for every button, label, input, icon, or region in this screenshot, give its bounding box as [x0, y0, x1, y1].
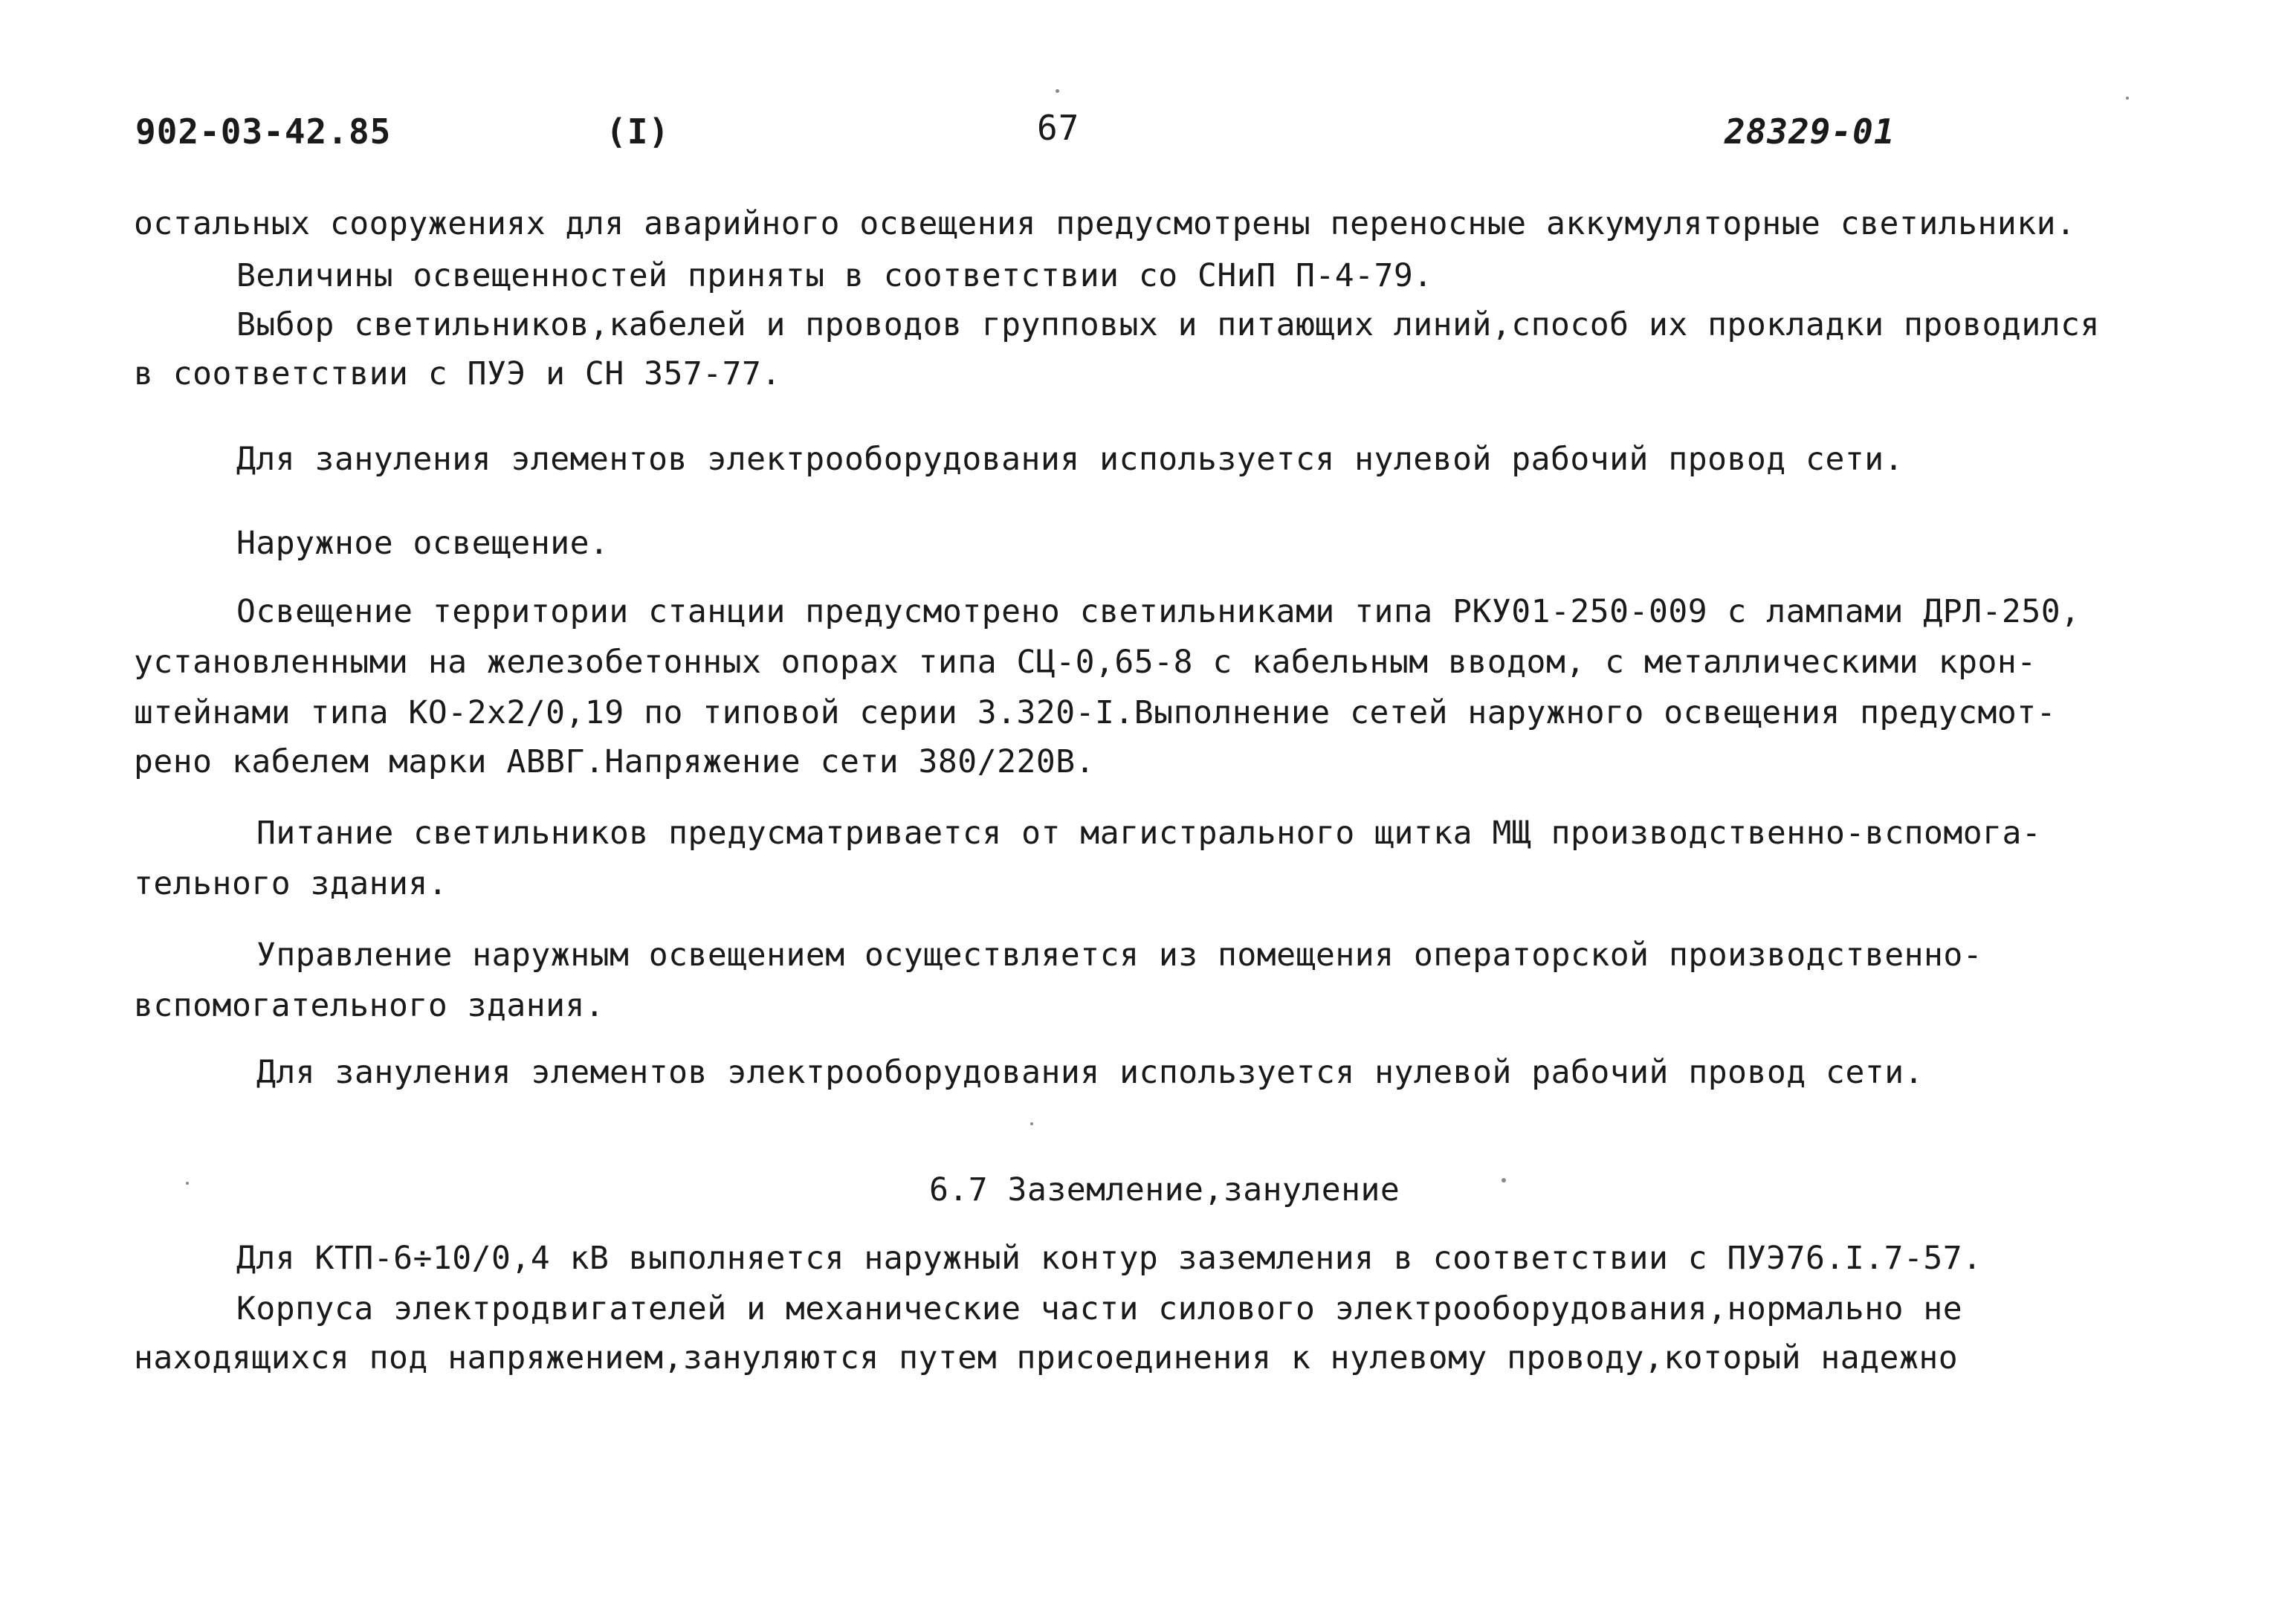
scan-speck	[1030, 1122, 1033, 1125]
text-line: в соответствии с ПУЭ и СН 357-77.	[134, 355, 781, 392]
text-line: Управление наружным освещением осуществляется из помещения операторской производственно-	[256, 936, 1983, 974]
text-line: вспомогательного здания.	[134, 987, 605, 1024]
scan-speck	[186, 1182, 189, 1185]
text-line: Выбор светильников,кабелей и проводов групповых и питающих линий,способ их прокладки проводился	[236, 306, 2100, 343]
text-line: тельного здания.	[134, 865, 448, 902]
text-line: Для зануления элементов электрооборудования используется нулевой рабочий провод сети.	[236, 441, 1904, 478]
section-heading: 6.7 Заземление,зануление	[929, 1171, 1400, 1209]
text-line: Корпуса электродвигателей и механические части силового электрооборудования,нормально не	[236, 1290, 1963, 1327]
text-line: установленными на железобетонных опорах типа СЦ-0,65-8 с кабельным вводом, с металлическими крон-	[134, 644, 2037, 681]
page-number: 67	[1037, 108, 1080, 148]
scan-speck	[2126, 97, 2129, 100]
text-line: рено кабелем марки АВВГ.Напряжение сети 380/220В.	[134, 743, 1096, 780]
text-line: Питание светильников предусматривается от магистрального щитка МЩ производственно-вспомога-	[256, 815, 2042, 852]
text-line: Величины освещенностей приняты в соответствии со СНиП П-4-79.	[236, 257, 1433, 294]
volume-number: (I)	[606, 111, 670, 152]
text-line: Для зануления элементов электрооборудования используется нулевой рабочий провод сети.	[256, 1054, 1924, 1091]
inventory-number: 28329-01	[1725, 111, 1895, 152]
scan-speck	[1056, 89, 1059, 93]
text-line: Для КТП-6÷10/0,4 кВ выполняется наружный контур заземления в соответствии с ПУЭ76.I.7-57.	[236, 1240, 1982, 1277]
text-line: Освещение территории станции предусмотрено светильниками типа РКУ01-250-009 с лампами ДРЛ-250,	[236, 593, 2081, 630]
section-subheading: Наружное освещение.	[236, 525, 610, 562]
text-line: находящихся под напряжением,зануляются путем присоединения к нулевому проводу,который надежно	[134, 1339, 1959, 1376]
text-line: остальных сооружениях для аварийного освещения предусмотрены переносные аккумуляторные светильники.	[134, 205, 2076, 242]
text-line: штейнами типа КО-2х2/0,19 по типовой серии 3.320-I.Выполнение сетей наружного освещения предусмот-	[134, 694, 2057, 731]
scan-speck	[1502, 1178, 1506, 1183]
document-code: 902-03-42.85	[135, 111, 392, 152]
